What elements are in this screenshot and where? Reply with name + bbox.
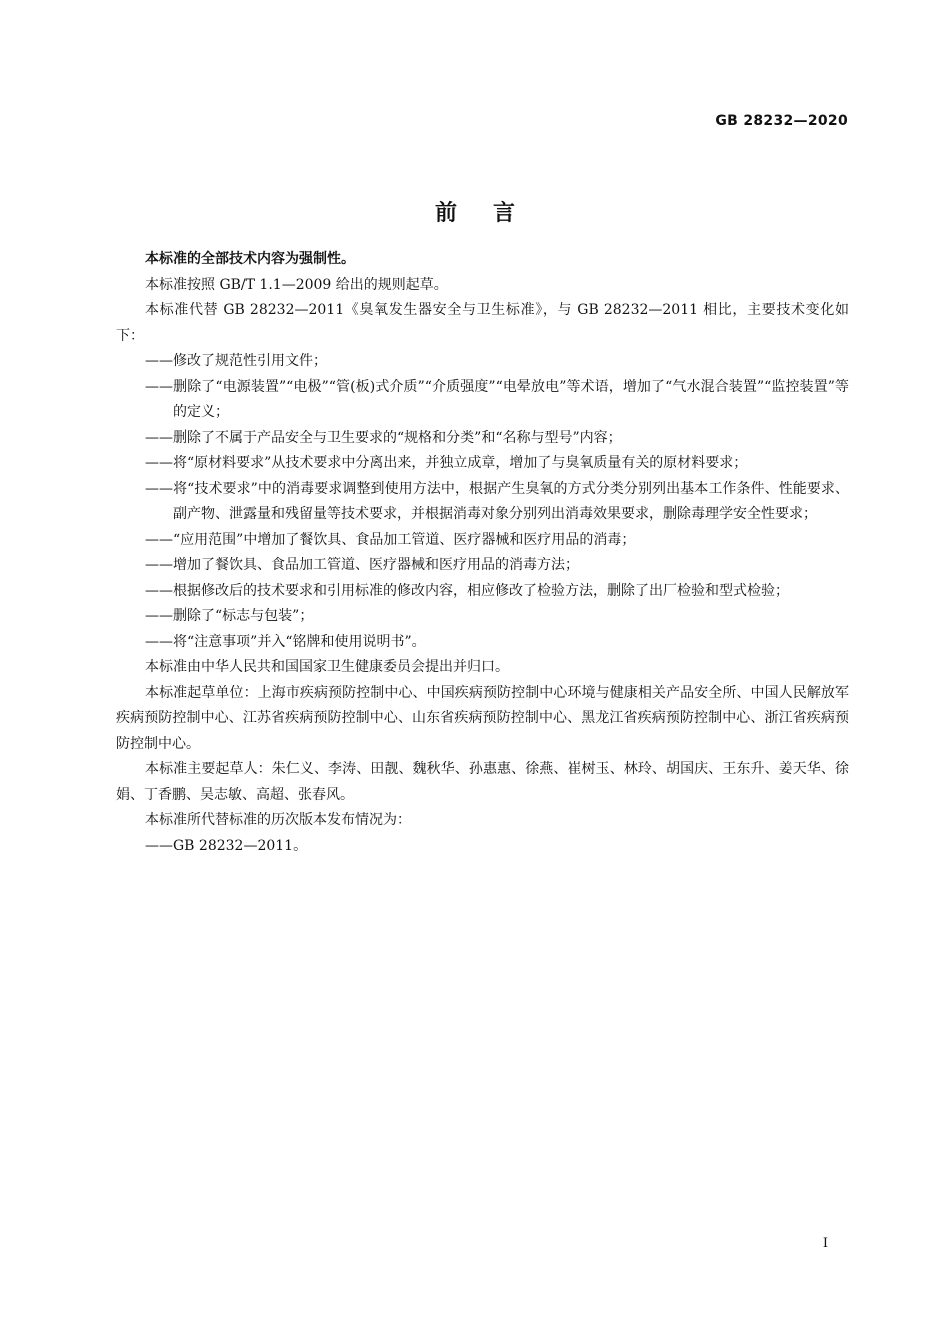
change-item: ——将“注意事项”并入“铭牌和使用说明书”。 [145, 633, 426, 650]
change-item: ——增加了餐饮具、食品加工管道、医疗器械和医疗用品的消毒方法； [145, 557, 579, 573]
document-body [116, 247, 849, 859]
drafters: 本标准主要起草人：朱仁义、李涛、田靓、魏秋华、孙惠惠、徐燕、崔树玉、林玲、胡国庆、王东升、姜天华、徐娟、丁香鹏、吴志敏、高超、张春风。 [116, 761, 849, 803]
page-number: I [822, 1236, 828, 1251]
history-intro: 本标准所代替标准的历次版本发布情况为： [145, 812, 411, 828]
history-item: ——GB 28232—2011。 [145, 837, 308, 854]
drafting-organizations: 本标准起草单位：上海市疾病预防控制中心、中国疾病预防控制中心环境与健康相关产品安全所、中国人民解放军疾病预防控制中心、江苏省疾病预防控制中心、山东省疾病预防控制中心、黑龙江省疾病预防控制中心、浙江省疾病预防控制中心。 [116, 684, 849, 752]
standard-code: GB 28232—2020 [715, 113, 848, 129]
change-item: ——将“技术要求”中的消毒要求调整到使用方法中，根据产生臭氧的方式分类分别列出基本工作条件、性能要求、副产物、泄露量和残留量等技术要求，并根据消毒对象分别列出消毒效果要求，删除毒理学安全性要求； [145, 480, 849, 522]
change-item: ——修改了规范性引用文件； [145, 353, 327, 369]
change-item: ——将“原材料要求”从技术要求中分离出来，并独立成章，增加了与臭氧质量有关的原材料要求； [145, 455, 748, 471]
mandatory-statement: 本标准的全部技术内容为强制性。 [145, 251, 355, 267]
change-item: ——根据修改后的技术要求和引用标准的修改内容，相应修改了检验方法，删除了出厂检验和型式检验； [145, 582, 789, 599]
drafting-rules: 本标准按照 GB/T 1.1—2009 给出的规则起草。 [145, 276, 448, 293]
change-item: ——删除了“电源装置”“电极”“管(板)式介质”“介质强度”“电晕放电”等术语，增加了“气水混合装置”“监控装置”等的定义； [145, 378, 849, 420]
change-item: ——删除了不属于产品安全与卫生要求的“规格和分类”和“名称与型号”内容； [145, 429, 622, 446]
page-title: 前言 [434, 201, 551, 226]
change-item: ——“应用范围”中增加了餐饮具、食品加工管道、医疗器械和医疗用品的消毒； [145, 531, 636, 548]
change-item: ——删除了“标志与包装”； [145, 608, 314, 624]
proposing-body: 本标准由中华人民共和国国家卫生健康委员会提出并归口。 [145, 659, 509, 675]
replacement-statement: 本标准代替 GB 28232—2011《臭氧发生器安全与卫生标准》，与 GB 28232—2011 相比，主要技术变化如下： [116, 302, 849, 344]
